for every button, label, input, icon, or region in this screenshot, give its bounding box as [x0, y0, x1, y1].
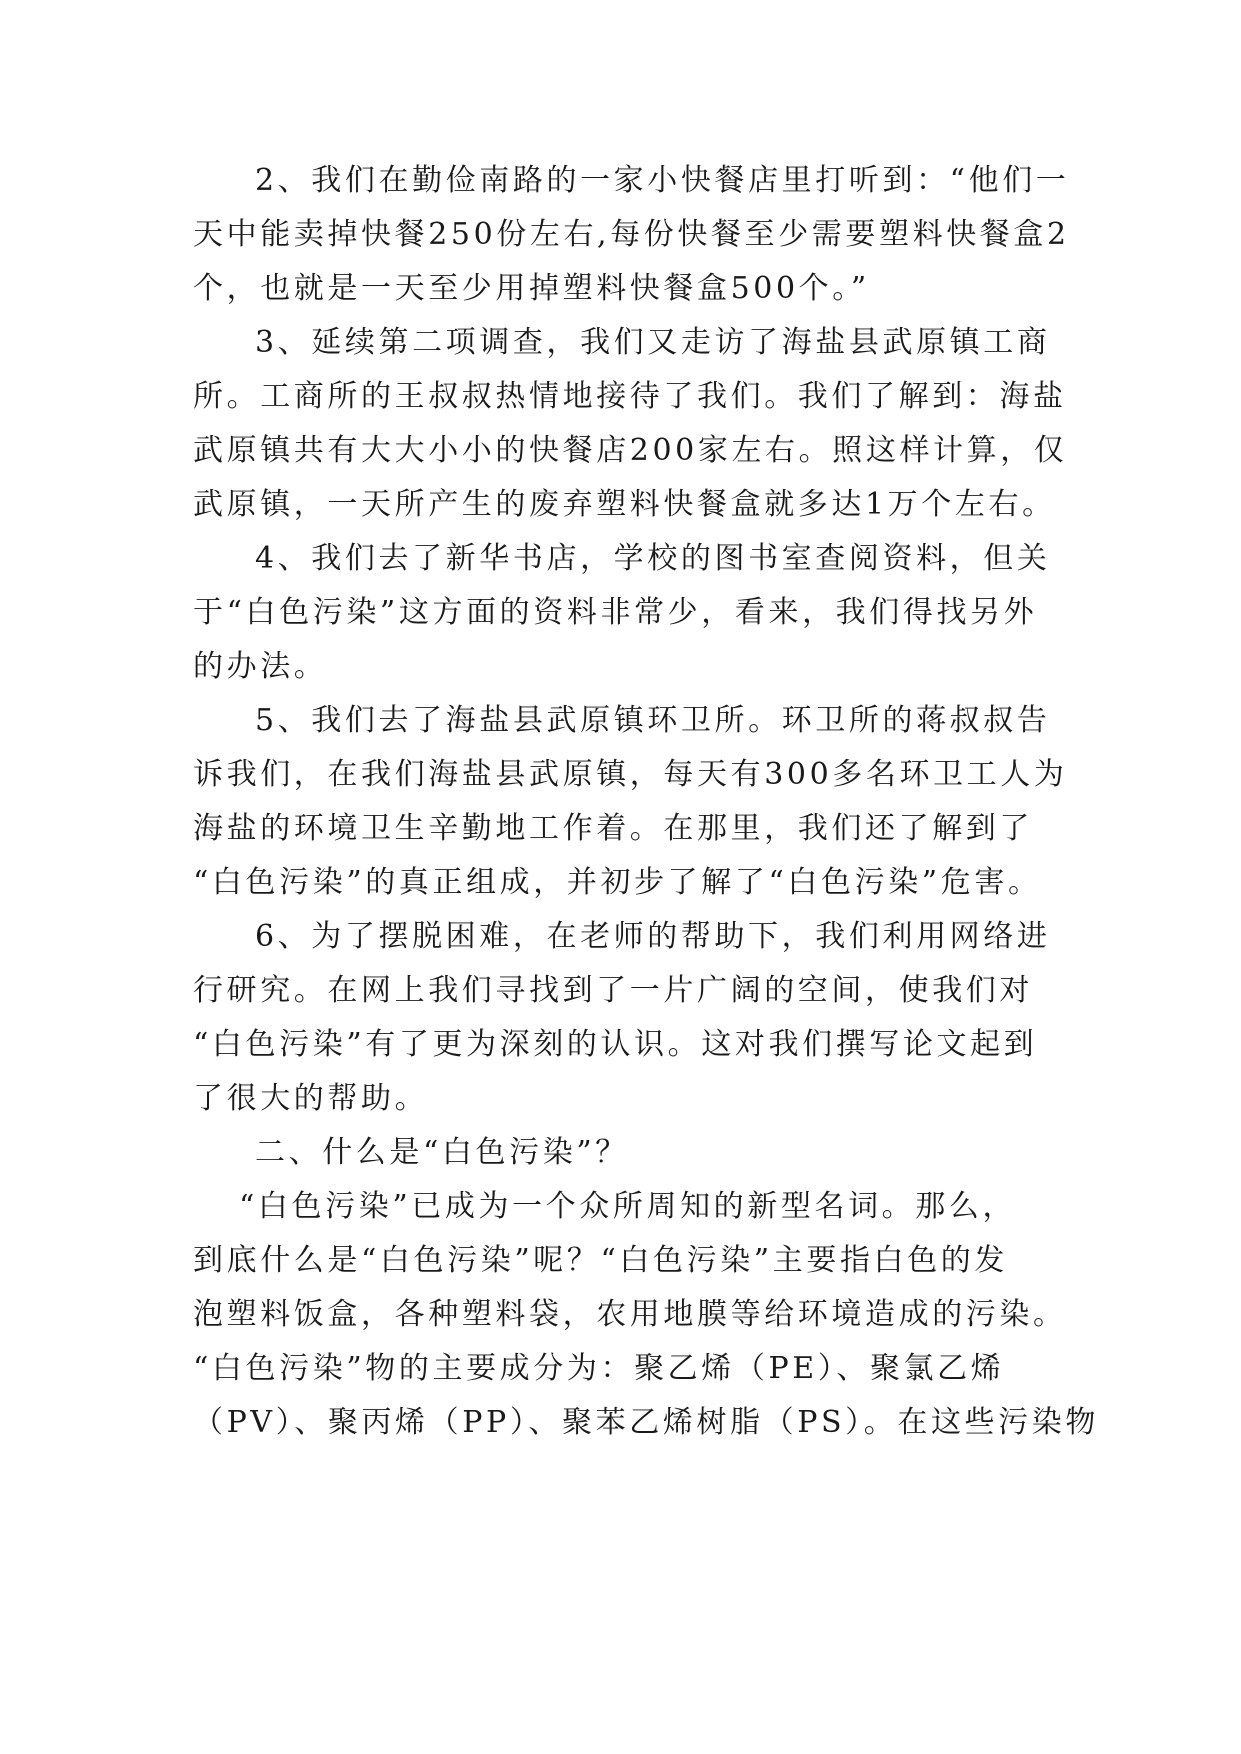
paragraph-4-line-2: 于“白色污染”这方面的资料非常少，看来，我们得找另外 [193, 595, 1038, 630]
paragraph-7-line-1: “白色污染”已成为一个众所周知的新型名词。那么， [239, 1189, 1017, 1224]
paragraph-7-line-5: （PV）、聚丙烯（PP）、聚苯乙烯树脂（PS）。在这些污染物 [193, 1405, 1099, 1440]
paragraph-5-line-4: “白色污染”的真正组成，并初步了解了“白色污染”危害。 [193, 865, 1042, 900]
paragraph-2-line-3: 个，也就是一天至少用掉塑料快餐盒500个。” [193, 271, 870, 306]
paragraph-6-line-4: 了很大的帮助。 [193, 1081, 429, 1116]
paragraph-3-line-1: 3、延续第二项调查，我们又走访了海盐县武原镇工商 [255, 325, 1051, 360]
section-heading: 二、什么是“白色污染”？ [255, 1135, 629, 1170]
paragraph-4-line-1: 4、我们去了新华书店，学校的图书室查阅资料，但关 [255, 541, 1051, 576]
paragraph-3-line-4: 武原镇，一天所产生的废弃塑料快餐盒就多达1万个左右。 [193, 487, 1056, 522]
paragraph-6-line-1: 6、为了摆脱困难，在老师的帮助下，我们利用网络进 [255, 919, 1051, 954]
paragraph-6-line-3: “白色污染”有了更为深刻的认识。这对我们撰写论文起到 [193, 1027, 1038, 1062]
paragraph-7-line-2: 到底什么是“白色污染”呢？“白色污染”主要指白色的发 [193, 1243, 1008, 1278]
paragraph-2-line-1: 2、我们在勤俭南路的一家小快餐店里打听到：“他们一 [255, 163, 1070, 198]
paragraph-2-line-2: 天中能卖掉快餐250份左右,每份快餐至少需要塑料快餐盒2 [193, 217, 1070, 252]
paragraph-4-line-3: 的办法。 [193, 649, 328, 684]
body-text [193, 154, 1099, 1450]
paragraph-7-line-4: “白色污染”物的主要成分为：聚乙烯（PE）、聚氯乙烯 [193, 1351, 1005, 1386]
paragraph-5-line-3: 海盐的环境卫生辛勤地工作着。在那里，我们还了解到了 [193, 811, 1033, 846]
paragraph-7-line-3: 泡塑料饭盒，各种塑料袋，农用地膜等给环境造成的污染。 [193, 1297, 1067, 1332]
paragraph-6-line-2: 行研究。在网上我们寻找到了一片广阔的空间，使我们对 [193, 973, 1033, 1008]
paragraph-3-line-3: 武原镇共有大大小小的快餐店200家左右。照这样计算，仅 [193, 433, 1068, 468]
paragraph-3-line-2: 所。工商所的王叔叔热情地接待了我们。我们了解到：海盐 [193, 379, 1067, 414]
paragraph-5-line-2: 诉我们，在我们海盐县武原镇，每天有300多名环卫工人为 [193, 757, 1068, 792]
paragraph-5-line-1: 5、我们去了海盐县武原镇环卫所。环卫所的蒋叔叔告 [255, 703, 1051, 738]
